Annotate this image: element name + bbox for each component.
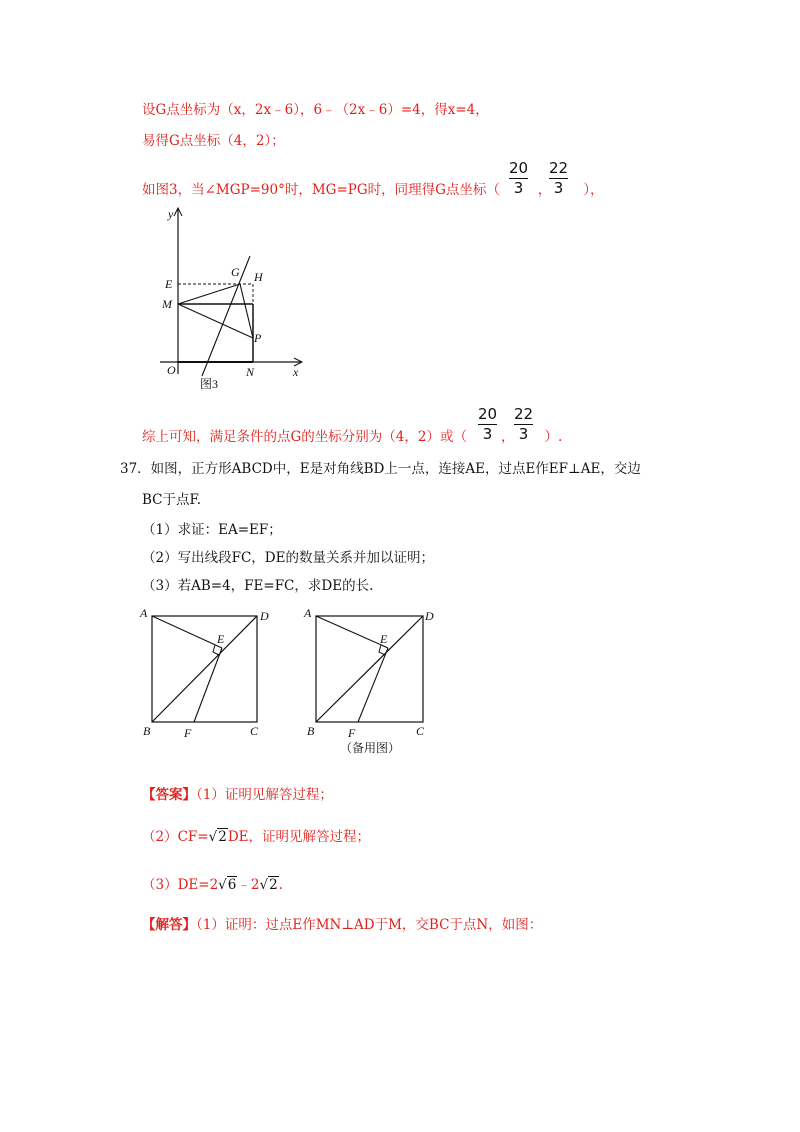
- fig3-label-G: G: [231, 265, 240, 279]
- figB-label-C: C: [416, 724, 425, 738]
- solution-tag: 【解答】: [142, 917, 196, 933]
- fraction-numerator: 20: [509, 159, 529, 177]
- figA-label-D: D: [260, 609, 269, 623]
- solution-1: （1）证明：过点E作MN⊥AD于M，交BC于点N，如图：: [196, 917, 543, 933]
- figA-label-A: A: [140, 606, 148, 620]
- fraction-denominator: 3: [513, 179, 524, 197]
- figure-square-main: [138, 604, 278, 744]
- answer-3-mid: ﹣2: [237, 877, 260, 893]
- fig3-label-P: P: [254, 331, 262, 345]
- fig3-label-x: x: [293, 365, 299, 379]
- fraction-numerator: 22: [549, 159, 569, 177]
- fraction-numerator: 20: [478, 405, 498, 423]
- summary-end: ）.: [544, 429, 563, 445]
- solution-line-3: [142, 181, 604, 199]
- fig3-label-N: N: [246, 365, 255, 379]
- figB-label-B: B: [307, 724, 315, 738]
- answer-2-prefix: （2）CF=: [142, 829, 209, 845]
- summary-sep: ，: [500, 429, 515, 445]
- figure-square-backup: [302, 604, 447, 762]
- question-37-line-2: BC于点F.: [142, 492, 202, 508]
- answer-3-prefix: （3）DE=2: [142, 877, 219, 893]
- figB-label-F: F: [348, 726, 356, 740]
- fraction-22-3-a: [549, 160, 568, 197]
- summary-line: [142, 425, 563, 446]
- sqrt-2b: √2: [259, 877, 278, 893]
- fraction-20-3-a: [509, 160, 528, 197]
- question-37-part-1: （1）求证：EA=EF；: [142, 522, 282, 538]
- figA-label-F: F: [184, 726, 192, 740]
- fig3-label-M: M: [162, 297, 172, 311]
- solution-line-3-sep: ，: [537, 182, 552, 198]
- fig3-label-H: H: [254, 270, 263, 284]
- fraction-22-3-b: [514, 406, 533, 443]
- figB-label-D: D: [425, 609, 434, 623]
- answer-line-1: [142, 786, 333, 804]
- fraction-20-3-b: [478, 406, 497, 443]
- answer-1: （1）证明见解答过程；: [196, 787, 333, 803]
- fig3-label-E: E: [165, 277, 173, 291]
- sqrt-2: √2: [208, 829, 227, 845]
- answer-line-2: [142, 828, 370, 846]
- fraction-denominator: 3: [482, 425, 493, 443]
- summary-text: 综上可知，满足条件的点G的坐标分别为（4，2）或（: [142, 429, 467, 445]
- figA-label-E: E: [217, 632, 225, 646]
- solution-line-1: 设G点坐标为（x，2x﹣6），6﹣（2x﹣6）=4，得x=4，: [142, 102, 489, 118]
- figB-label-E: E: [380, 632, 388, 646]
- figB-caption: （备用图）: [340, 741, 401, 755]
- answer-tag: 【答案】: [142, 787, 196, 803]
- fig3-label-y: y: [168, 207, 174, 221]
- figB-label-A: A: [304, 606, 312, 620]
- question-37-part-3: （3）若AB=4，FE=FC，求DE的长.: [142, 578, 374, 594]
- solution-line-2: 易得G点坐标（4，2）；: [142, 133, 285, 149]
- sqrt-6: √6: [218, 877, 237, 893]
- question-37-line-1: 37．如图，正方形ABCD中，E是对角线BD上一点，连接AE，过点E作EF⊥AE，交边: [120, 461, 641, 477]
- fig3-label-O: O: [167, 363, 176, 377]
- figA-label-C: C: [250, 724, 259, 738]
- radicand: 2: [269, 877, 278, 893]
- fraction-numerator: 22: [514, 405, 534, 423]
- figure-3: [150, 200, 320, 400]
- fig3-caption: 图3: [200, 377, 219, 391]
- radicand: 6: [227, 877, 237, 893]
- answer-line-3: [142, 876, 283, 894]
- solution-line-3-text: 如图3，当∠MGP=90°时，MG=PG时，同理得G点坐标（: [142, 182, 500, 198]
- solution-line: [142, 916, 542, 934]
- answer-3-end: .: [278, 877, 283, 893]
- solution-line-3-end: ），: [583, 182, 604, 198]
- fraction-denominator: 3: [518, 425, 529, 443]
- figA-label-B: B: [143, 724, 151, 738]
- radicand: 2: [218, 829, 227, 845]
- question-37-part-2: （2）写出线段FC，DE的数量关系并加以证明；: [142, 550, 434, 566]
- fraction-denominator: 3: [553, 179, 564, 197]
- answer-2-suffix: DE，证明见解答过程；: [227, 829, 370, 845]
